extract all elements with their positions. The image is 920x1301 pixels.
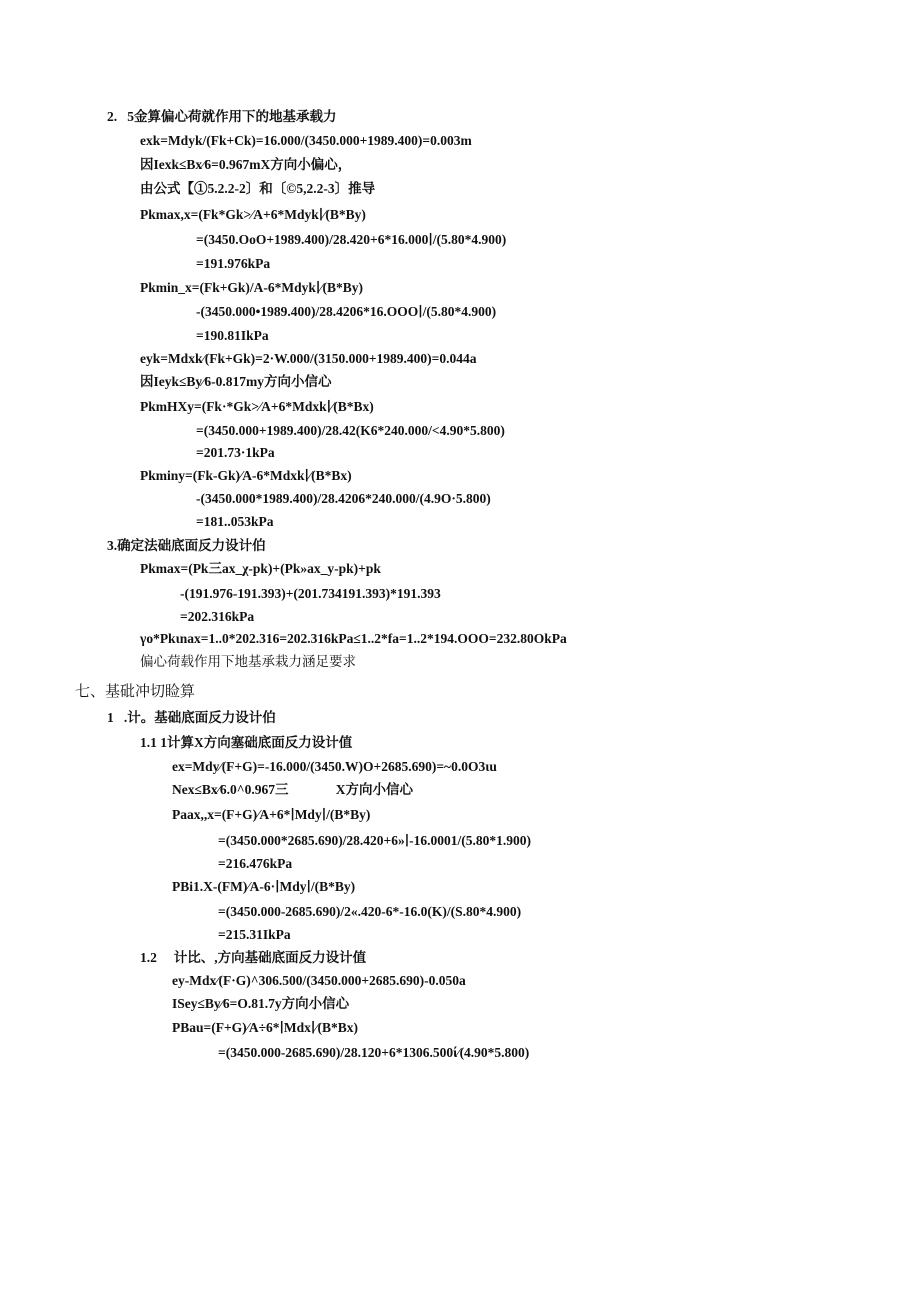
section-heading-1: 1 .计。基础底面反力设计伯 <box>107 710 276 725</box>
formula-line: ex=Mdy⁄(F+G)=-16.000/(3450.W)O+2685.690)=~0.0O3ιu <box>172 759 497 774</box>
formula-result: =202.316kPa <box>180 609 255 624</box>
formula-line: Pkminy=(Fk-Gk)⁄A-6*Mdxk∣⁄(B*Bx) <box>140 468 352 483</box>
text-line: Nex≤Bx⁄6.0^0.967三 X方向小信心 <box>172 782 414 797</box>
formula-line: =(3450.000+1989.400)/28.42(K6*240.000/<4.90*5.800) <box>196 423 505 438</box>
formula-line: Paax,,x=(F+G)⁄A+6*∣Mdy∣/(B*By) <box>172 807 371 822</box>
section-heading-3: 3.确定法础底面反力设计伯 <box>107 538 266 553</box>
formula-result: =201.73·1kPa <box>196 445 275 460</box>
text-line: 因Ieyk≤By⁄6-0.817my方向小信心 <box>140 374 332 389</box>
formula-line: -(191.976-191.393)+(201.734191.393)*191.393 <box>180 586 441 601</box>
subsection-heading-1-1: 1.1 1计算X方向塞础底面反力设计值 <box>140 735 353 750</box>
formula-line: Pkmin_x=(Fk+Gk)/A-6*Mdyk∣⁄(B*By) <box>140 280 364 295</box>
formula-result: =191.976kPa <box>196 256 271 271</box>
text-line: 因Iexk≤Bx⁄6=0.967mX方向小偏心， <box>140 157 352 172</box>
formula-line: PkmHXy=(Fk·*Gk>⁄A+6*Mdxk∣⁄(B*Bx) <box>140 399 374 414</box>
formula-line: =(3450.000-2685.690)/28.120+6*1306.500ί⁄(4.90*5.800) <box>218 1045 530 1060</box>
formula-line: Pkmax=(Pk三ax_χ-pk)+(Pk»ax_y-pk)+pk <box>140 561 381 576</box>
formula-line: PBi1.X-(FM)⁄A-6·∣Mdy∣/(B*By) <box>172 879 356 894</box>
text-line: ISey≤By⁄6=O.81.7y方向小信心 <box>172 996 350 1011</box>
formula-line: γo*Pkιnax=1..0*202.316=202.316kPa≤1..2*fa=1..2*194.OOO=232.80OkPa <box>140 631 567 646</box>
formula-result: =216.476kPa <box>218 856 293 871</box>
formula-result: =181..053kPa <box>196 514 274 529</box>
formula-line: =(3450.000*2685.690)/28.420+6»∣-16.0001/(5.80*1.900) <box>218 833 531 848</box>
formula-line: -(3450.000•1989.400)/28.4206*16.OOO∣/(5.80*4.900) <box>196 304 497 319</box>
section-heading-2-5: 2. 5金算偏心荷就作用下的地基承载力 <box>107 109 337 124</box>
formula-line: =(3450.OoO+1989.400)/28.420+6*16.000∣/(5.80*4.900) <box>196 232 507 247</box>
formula-line: eyk=Mdxk⁄(Fk+Gk)=2·W.000/(3150.000+1989.400)=0.044a <box>140 351 477 366</box>
formula-line: PBau=(F+G)⁄A÷6*∣Mdx∣⁄(B*Bx) <box>172 1020 359 1035</box>
formula-line: ey-Mdx⁄(F·G)^306.500/(3450.000+2685.690)-0.050a <box>172 973 466 988</box>
formula-result: =215.31IkPa <box>218 927 291 942</box>
conclusion-text: 偏心荷载作用下地基承栽力涵足要求 <box>140 654 356 669</box>
formula-line: Pkmax,x=(Fk*Gk>⁄A+6*Mdyk∣⁄(B*By) <box>140 207 366 222</box>
subsection-heading-1-2: 1.2 计比、,方向基础底面反力设计值 <box>140 950 367 965</box>
text-line: 由公式【①5.2.2-2〕和〔©5,2.2-3〕推导 <box>140 181 376 196</box>
chapter-heading-7: 七、基砒冲切睑算 <box>75 682 196 700</box>
formula-result: =190.81IkPa <box>196 328 269 343</box>
formula-line: -(3450.000*1989.400)/28.4206*240.000/(4.9O·5.800) <box>196 491 491 506</box>
formula-line: =(3450.000-2685.690)/2«.420-6*-16.0(K)/(S.80*4.900) <box>218 904 522 919</box>
formula-line: exk=Mdyk/(Fk+Ck)=16.000/(3450.000+1989.400)=0.003m <box>140 133 472 148</box>
